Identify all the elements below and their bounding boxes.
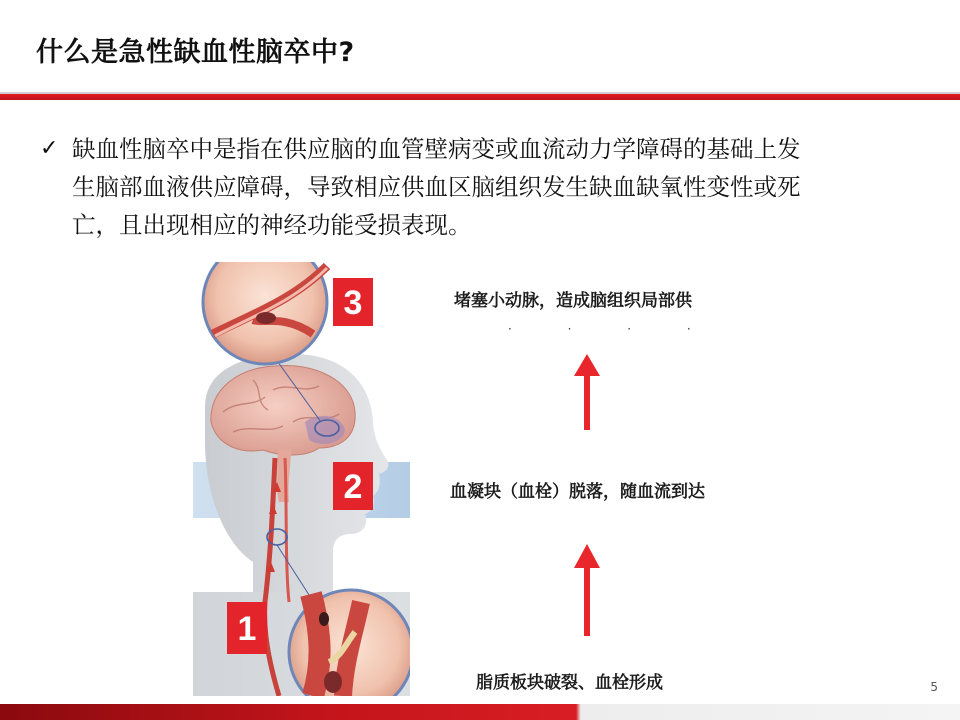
footer-bar [0, 704, 960, 720]
page-number: 5 [930, 680, 938, 694]
badge-2-number: 2 [343, 468, 363, 506]
bullet-line-3: 亡，且出现相应的神经功能受损表现。 [72, 211, 472, 239]
up-arrow-upper [574, 354, 600, 430]
bullet-line-1: 缺血性脑卒中是指在供应脑的血管壁病变或血流动力学障碍的基础上发 [72, 135, 801, 163]
bullet-text [72, 130, 932, 244]
badge-3-number: 3 [343, 284, 363, 322]
step-1-caption: 脂质板块破裂、血栓形成 [476, 673, 663, 693]
checkmark-icon: ✓ [40, 136, 59, 161]
step-3-fragment: · · · · [508, 322, 717, 336]
up-arrow-lower [574, 544, 600, 636]
badge-1-number: 1 [237, 610, 257, 648]
stroke-pathway-illustration [193, 262, 410, 696]
bullet-line-2: 生脑部血液供应障碍，导致相应供血区脑组织发生缺血缺氧性变性或死 [72, 173, 801, 201]
title-underline [0, 94, 960, 100]
step-3-caption: 堵塞小动脉，造成脑组织局部供 [454, 291, 692, 311]
slide-title: 什么是急性缺血性脑卒中? [36, 37, 355, 68]
step-2-caption: 血凝块（血栓）脱落，随血流到达 [450, 482, 705, 502]
